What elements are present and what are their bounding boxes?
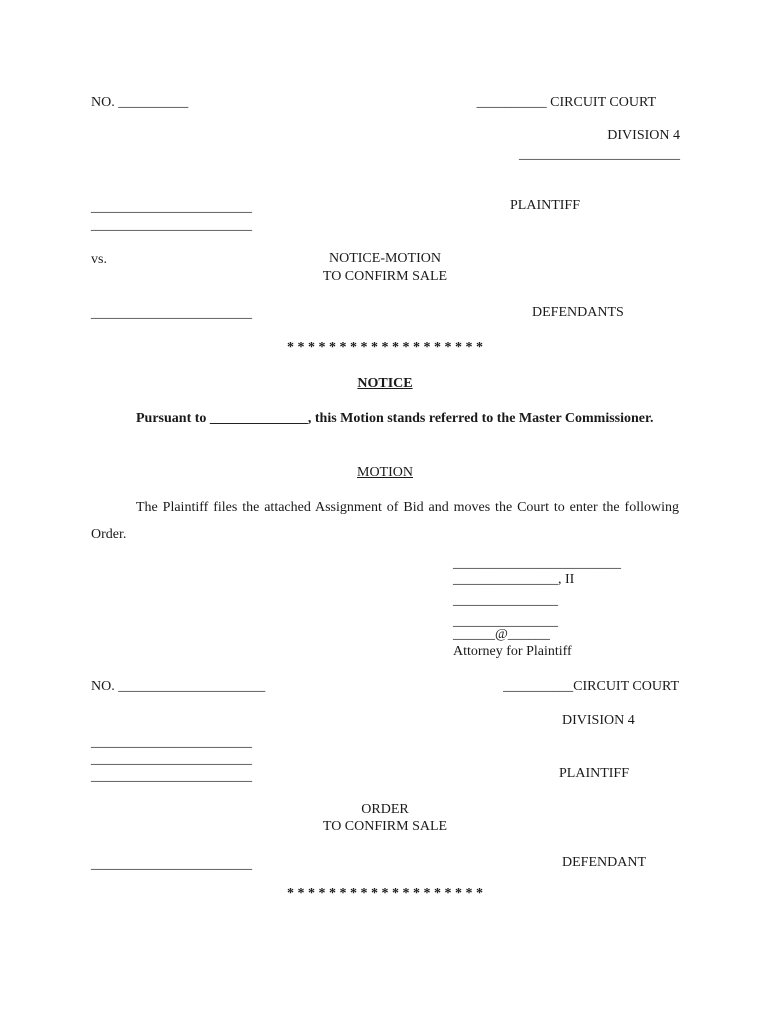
order-plaintiff-label: PLAINTIFF	[559, 766, 630, 781]
section-divider-stars: * * * * * * * * * * * * * * * * * * *	[287, 340, 483, 355]
notice-paragraph: Pursuant to ______________, this Motion stands referred to the Master Commissioner.	[136, 411, 654, 426]
motion-paragraph: The Plaintiff files the attached Assignment of Bid and moves the Court to enter the following Order.	[91, 500, 679, 542]
order-plaintiff-blank-line: _______________________	[91, 752, 252, 767]
order-court-name: __________CIRCUIT COURT	[503, 679, 679, 694]
defendant-blank-line: _______________________	[91, 306, 252, 321]
order-title-line1: ORDER	[361, 802, 409, 817]
order-plaintiff-blank-line: _______________________	[91, 735, 252, 750]
attorney-name-line: _______________, II	[453, 572, 575, 587]
division: DIVISION 4	[607, 128, 680, 143]
signature-line: ________________________	[453, 556, 621, 571]
plaintiff-blank-line: _______________________	[91, 218, 252, 233]
document-title-line2: TO CONFIRM SALE	[322, 269, 448, 284]
case-number: NO. __________	[91, 95, 189, 110]
order-divider-stars: * * * * * * * * * * * * * * * * * * *	[287, 886, 483, 901]
address-line: _______________	[453, 593, 558, 608]
order-division: DIVISION 4	[562, 713, 635, 728]
versus-label: vs.	[91, 252, 107, 267]
court-name: __________ CIRCUIT COURT	[476, 95, 656, 110]
plaintiff-blank-line: _______________________	[91, 200, 252, 215]
document-title-line1: NOTICE-MOTION	[329, 251, 441, 266]
plaintiff-label: PLAINTIFF	[510, 198, 581, 213]
motion-heading: MOTION	[357, 465, 413, 480]
email-line: ______@______	[453, 627, 550, 642]
order-title-line2: TO CONFIRM SALE	[322, 819, 448, 834]
notice-heading: NOTICE	[357, 376, 413, 391]
defendant-label: DEFENDANTS	[532, 305, 624, 320]
attorney-title: Attorney for Plaintiff	[453, 644, 572, 659]
order-defendant-label: DEFENDANT	[562, 855, 646, 870]
address-line: _______________	[453, 614, 558, 629]
order-plaintiff-blank-line: _______________________	[91, 769, 252, 784]
order-defendant-blank-line: _______________________	[91, 857, 252, 872]
division-blank-line: _______________________	[519, 147, 680, 162]
order-case-number: NO. _____________________	[91, 679, 266, 694]
